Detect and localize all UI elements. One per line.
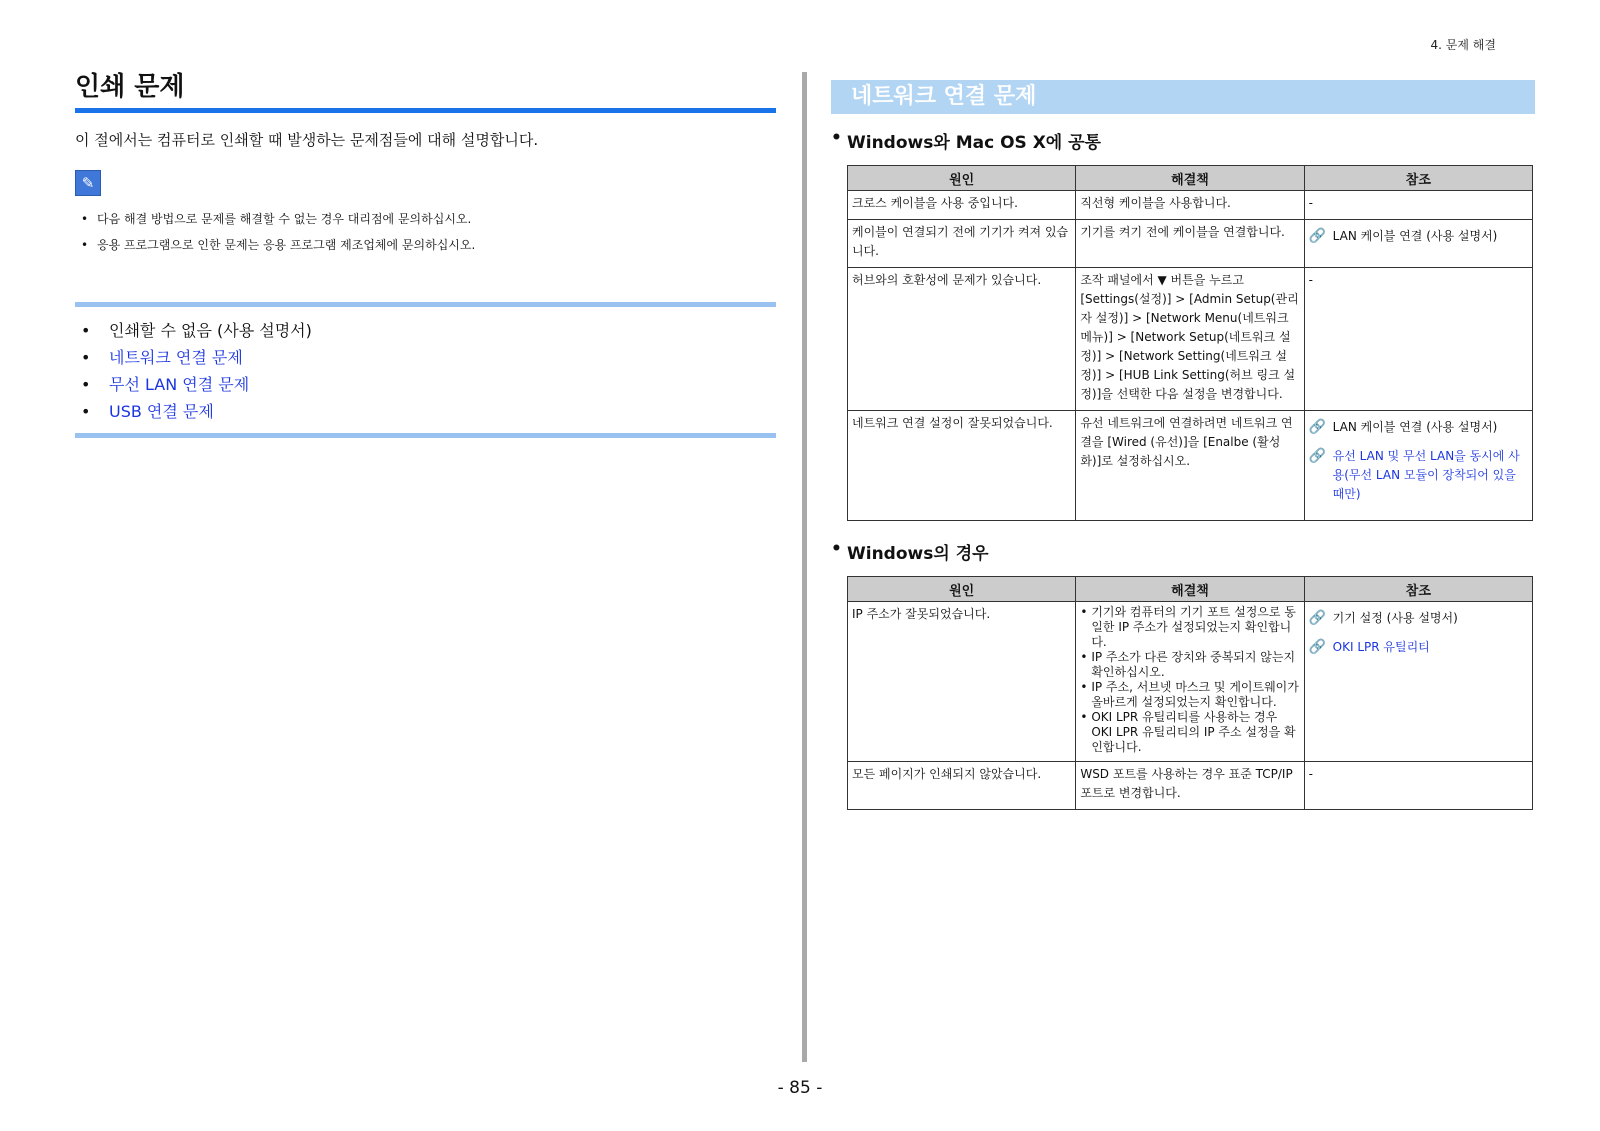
header-solution: 해결책 <box>1076 577 1304 602</box>
solution-item: • 기기와 컴퓨터의 기기 포트 설정으로 동일한 IP 주소가 설정되었는지 확인합니다. <box>1080 605 1300 650</box>
table-row <box>848 411 1533 521</box>
note-item: • 응용 프로그램으로 인한 문제는 응용 프로그램 제조업체에 문의하십시오. <box>75 232 776 258</box>
reference-link-text: 기기 설정 (사용 설명서) <box>1332 611 1458 625</box>
table-row <box>848 191 1533 220</box>
header-reference: 참조 <box>1304 577 1532 602</box>
note-item: • 다음 해결 방법으로 문제를 해결할 수 없는 경우 대리점에 문의하십시오. <box>75 206 776 232</box>
table-row <box>848 268 1533 411</box>
cell-cause: 크로스 케이블을 사용 중입니다. <box>848 191 1076 220</box>
reference-link-text: LAN 케이블 연결 (사용 설명서) <box>1332 229 1498 243</box>
page-title: 인쇄 문제 <box>75 72 185 102</box>
reference-link-text: LAN 케이블 연결 (사용 설명서) <box>1332 420 1498 434</box>
cell-reference: - <box>1304 191 1532 220</box>
table-row <box>848 602 1533 762</box>
page-number: - 85 - <box>777 1078 823 1098</box>
troubleshoot-table-common <box>847 165 1533 521</box>
link-network-connection[interactable]: • 네트워크 연결 문제 <box>75 344 776 371</box>
cell-solution: 직선형 케이블을 사용합니다. <box>1076 191 1304 220</box>
cell-reference <box>1304 220 1532 268</box>
chain-link-icon: 🔗 <box>1308 610 1327 626</box>
cell-solution <box>1076 602 1304 762</box>
chain-link-icon: 🔗 <box>1308 228 1327 244</box>
reference-link-text[interactable]: 유선 LAN 및 무선 LAN을 동시에 사용(무선 LAN 모듈이 장착되어 있을 때만) <box>1332 449 1520 501</box>
left-column <box>75 70 776 421</box>
solution-item: • IP 주소, 서브넷 마스크 및 게이트웨이가 올바르게 설정되었는지 확인합니다. <box>1080 680 1300 710</box>
cell-reference: - <box>1304 762 1532 810</box>
chain-link-icon: 🔗 <box>1308 419 1327 435</box>
memo-pencil-icon: ✎ <box>75 170 101 196</box>
cell-cause: 모든 페이지가 인쇄되지 않았습니다. <box>848 762 1076 810</box>
chain-link-icon: 🔗 <box>1308 448 1327 464</box>
table-row <box>848 220 1533 268</box>
cell-cause: 허브와의 호환성에 문제가 있습니다. <box>848 268 1076 411</box>
reference-link <box>1309 227 1529 246</box>
table-header-row <box>848 166 1533 191</box>
chapter-label: 4. 문제 해결 <box>1430 38 1496 52</box>
notes-list <box>75 206 776 258</box>
cell-cause: 네트워크 연결 설정이 잘못되었습니다. <box>848 411 1076 521</box>
cell-reference <box>1304 411 1532 521</box>
solution-item: • OKI LPR 유틸리티를 사용하는 경우 OKI LPR 유틸리티의 IP 주소 설정을 확인합니다. <box>1080 710 1300 755</box>
cell-reference: - <box>1304 268 1532 411</box>
cell-cause: IP 주소가 잘못되었습니다. <box>848 602 1076 762</box>
header-cause: 원인 <box>848 577 1076 602</box>
related-links <box>75 317 776 425</box>
title-rule <box>75 108 776 113</box>
subsection-heading: • Windows의 경우 <box>831 539 1535 564</box>
table-header-row <box>848 577 1533 602</box>
chain-link-icon: 🔗 <box>1308 639 1327 655</box>
intro-text: 이 절에서는 컴퓨터로 인쇄할 때 발생하는 문제점들에 대해 설명합니다. <box>75 131 539 149</box>
reference-link-blue[interactable] <box>1309 447 1529 504</box>
cell-solution: WSD 포트를 사용하는 경우 표준 TCP/IP 포트로 변경합니다. <box>1076 762 1304 810</box>
header-reference: 참조 <box>1304 166 1532 191</box>
link-wireless-lan[interactable]: • 무선 LAN 연결 문제 <box>75 371 776 398</box>
related-links-box <box>75 302 776 438</box>
link-usb-connection[interactable]: • USB 연결 문제 <box>75 398 776 425</box>
cell-cause: 케이블이 연결되기 전에 기기가 켜져 있습니다. <box>848 220 1076 268</box>
right-column <box>831 80 1535 810</box>
troubleshoot-table-windows <box>847 576 1533 810</box>
links-top-rule <box>75 302 776 307</box>
cell-solution: 조작 패널에서 ▼ 버튼을 누르고 [Settings(설정)] > [Admin Setup(관리자 설정)] > [Network Menu(네트워크 메뉴)] > [Network Setup(네트워크 설정)] > [Network Setting(네트워크 설정)] > [HUB Link Setting(허브 링크 설정)]을 선택한 다음 설정을 변경합니다. <box>1076 268 1304 411</box>
reference-link <box>1309 418 1529 437</box>
reference-link <box>1309 609 1529 628</box>
table-row <box>848 762 1533 810</box>
solution-item: • IP 주소가 다른 장치와 중복되지 않는지 확인하십시오. <box>1080 650 1300 680</box>
section-title: 네트워크 연결 문제 <box>831 80 1535 114</box>
cell-solution: 유선 네트워크에 연결하려면 네트워크 연결을 [Wired (유선)]을 [Enalbe (활성화)]로 설정하십시오. <box>1076 411 1304 521</box>
column-divider <box>802 72 807 1062</box>
solution-list <box>1080 605 1300 755</box>
subsection-heading: • Windows와 Mac OS X에 공통 <box>831 128 1535 153</box>
header-cause: 원인 <box>848 166 1076 191</box>
cell-reference <box>1304 602 1532 762</box>
link-print-unavailable: • 인쇄할 수 없음 (사용 설명서) <box>75 317 776 344</box>
reference-link-blue[interactable] <box>1309 638 1529 657</box>
header-solution: 해결책 <box>1076 166 1304 191</box>
cell-solution: 기기를 켜기 전에 케이블을 연결합니다. <box>1076 220 1304 268</box>
reference-link-text[interactable]: OKI LPR 유틸리티 <box>1332 640 1430 654</box>
links-bottom-rule <box>75 433 776 438</box>
